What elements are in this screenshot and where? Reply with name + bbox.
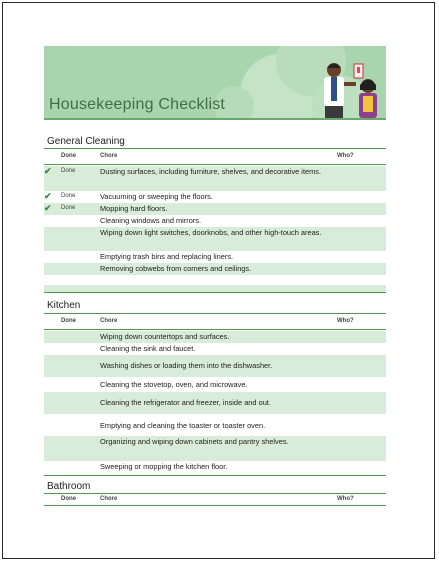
- done-label: Done: [61, 193, 76, 199]
- column-header-chore: Chore: [100, 496, 118, 502]
- checkmark-icon: ✔: [44, 191, 52, 201]
- table-row[interactable]: [44, 263, 386, 275]
- section-rule: [44, 148, 386, 149]
- table-row[interactable]: [44, 331, 386, 343]
- table-row[interactable]: [44, 275, 386, 285]
- section-title-bathroom: Bathroom: [47, 481, 91, 492]
- checkmark-icon: ✔: [44, 203, 52, 213]
- chore-text: Sweeping or mopping the kitchen floor.: [100, 462, 228, 471]
- table-row[interactable]: [44, 203, 386, 215]
- section-title-general-cleaning: General Cleaning: [47, 136, 125, 147]
- section-rule: [44, 493, 386, 494]
- section-title-kitchen: Kitchen: [47, 300, 81, 311]
- table-row[interactable]: [44, 461, 386, 473]
- column-header-who: Who?: [337, 153, 354, 159]
- banner-underline: [44, 118, 386, 120]
- column-header-chore: Chore: [100, 153, 118, 159]
- chore-text: Cleaning the refrigerator and freezer, inside and out.: [100, 398, 271, 407]
- chore-text: Washing dishes or loading them into the dishwasher.: [100, 361, 273, 370]
- page-title: Housekeeping Checklist: [49, 96, 226, 113]
- table-row[interactable]: [44, 343, 386, 355]
- chore-text: Removing cobwebs from corners and ceilings.: [100, 264, 252, 273]
- table-row[interactable]: [44, 215, 386, 227]
- done-label: Done: [61, 205, 76, 211]
- chore-text: Wiping down light switches, doorknobs, and other high-touch areas.: [100, 228, 322, 237]
- table-row[interactable]: [44, 227, 386, 251]
- column-header-done: Done: [61, 496, 76, 502]
- table-row[interactable]: [44, 251, 386, 263]
- chore-text: Dusting surfaces, including furniture, shelves, and decorative items.: [100, 167, 322, 176]
- table-row[interactable]: [44, 166, 386, 191]
- table-row[interactable]: [44, 392, 386, 414]
- table-row[interactable]: [44, 436, 386, 461]
- header-rule: [44, 329, 386, 330]
- table-row[interactable]: [44, 414, 386, 436]
- table-row[interactable]: [44, 191, 386, 203]
- table-row[interactable]: [44, 285, 386, 292]
- family-illustration-icon: [314, 56, 386, 118]
- chore-text: Emptying trash bins and replacing liners.: [100, 252, 234, 261]
- column-header-who: Who?: [337, 318, 354, 324]
- chore-text: Cleaning windows and mirrors.: [100, 216, 202, 225]
- column-header-done: Done: [61, 153, 76, 159]
- section-rule: [44, 313, 386, 314]
- header-rule: [44, 164, 386, 165]
- table-row[interactable]: [44, 377, 386, 392]
- section-end-rule: [44, 475, 386, 476]
- column-header-who: Who?: [337, 496, 354, 502]
- chore-text: Emptying and cleaning the toaster or toaster oven.: [100, 421, 266, 430]
- column-header-done: Done: [61, 318, 76, 324]
- section-end-rule: [44, 292, 386, 293]
- checkmark-icon: ✔: [44, 166, 52, 176]
- header-rule: [44, 505, 386, 506]
- chore-text: Mopping hard floors.: [100, 204, 168, 213]
- chore-text: Wiping down countertops and surfaces.: [100, 332, 230, 341]
- table-row[interactable]: [44, 355, 386, 377]
- chore-text: Organizing and wiping down cabinets and pantry shelves.: [100, 437, 289, 446]
- done-label: Done: [61, 168, 76, 174]
- chore-text: Cleaning the stovetop, oven, and microwave.: [100, 380, 248, 389]
- chore-text: Cleaning the sink and faucet.: [100, 344, 196, 353]
- column-header-chore: Chore: [100, 318, 118, 324]
- chore-text: Vacuuming or sweeping the floors.: [100, 192, 213, 201]
